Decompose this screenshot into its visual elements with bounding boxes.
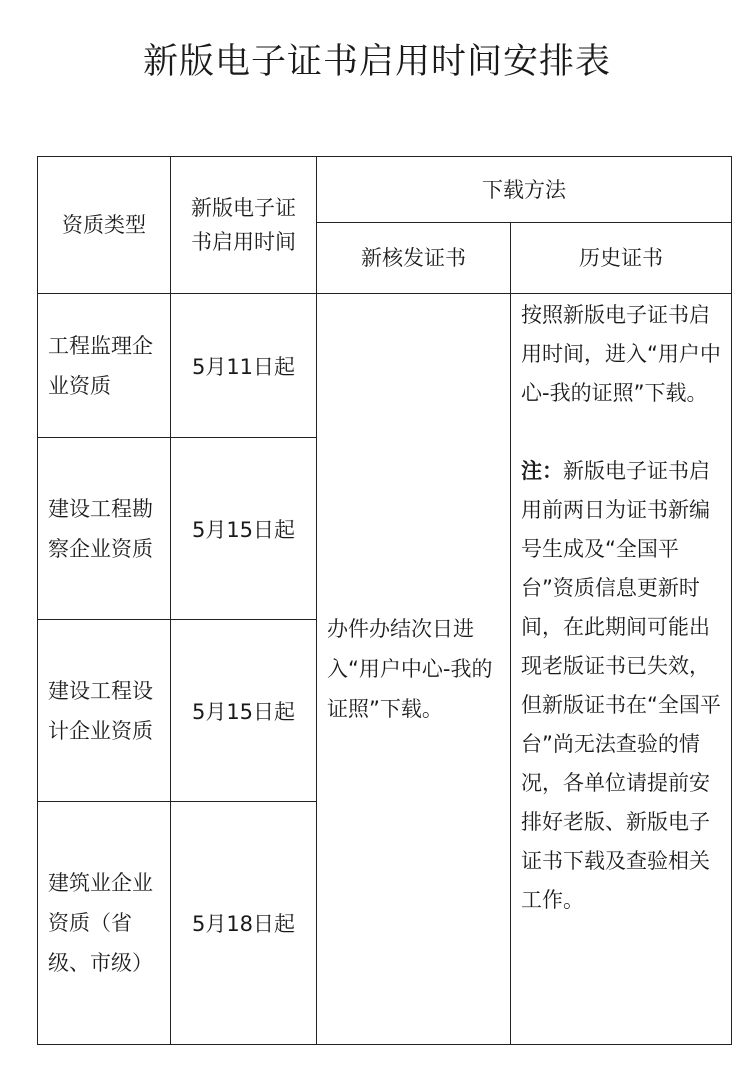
start-date-cell <box>171 802 317 1045</box>
start-date: 5月11日起 <box>191 354 296 379</box>
new-cert-method: 办件办结次日进入“用户中心-我的证照”下载。 <box>327 617 493 721</box>
start-date: 5月15日起 <box>191 517 296 542</box>
header-history-cert-label: 历史证书 <box>579 246 663 270</box>
qualification-type-cell <box>38 802 171 1045</box>
qualification-type-cell <box>38 294 171 438</box>
header-type-label: 资质类型 <box>62 213 146 237</box>
qualification-type-cell <box>38 620 171 802</box>
qualification-type-cell <box>38 438 171 620</box>
qualification-type: 建设工程勘察企业资质 <box>48 496 153 561</box>
start-date: 5月18日起 <box>191 912 296 936</box>
header-download <box>317 157 732 223</box>
start-date-cell <box>171 438 317 620</box>
header-new-cert <box>317 223 511 294</box>
qualification-type: 建设工程设计企业资质 <box>48 678 153 743</box>
page-title: 新版电子证书启用时间安排表 <box>142 42 611 82</box>
new-cert-method-cell <box>317 294 511 1045</box>
header-type <box>38 157 171 294</box>
qualification-type: 建筑业企业资质（省级、市级） <box>48 871 153 975</box>
history-cert-method-cell <box>511 294 732 1045</box>
header-history-cert <box>511 223 732 294</box>
table-row <box>38 294 732 438</box>
history-cert-note <box>521 452 721 920</box>
header-download-label: 下载方法 <box>482 177 566 202</box>
header-new-cert-label: 新核发证书 <box>361 246 466 270</box>
start-date-cell <box>171 294 317 438</box>
header-time-label: 新版电子证书启用时间 <box>191 196 296 254</box>
note-text: 新版电子证书启用前两日为证书新编号生成及“全国平台”资质信息更新时间，在此期间可能出现老版证书已失效，但新版证书在“全国平台”尚无法查验的情况，各单位请提前安排好老版、新版电子证书下载及查验相关工作。 <box>521 459 721 912</box>
header-time <box>171 157 317 294</box>
start-date-cell <box>171 620 317 802</box>
schedule-table <box>37 156 732 1045</box>
start-date: 5月15日起 <box>191 699 296 724</box>
qualification-type: 工程监理企业资质 <box>48 333 153 398</box>
note-label: 注： <box>521 459 563 483</box>
history-cert-method: 按照新版电子证书启用时间，进入“用户中心-我的证照”下载。 <box>521 303 721 405</box>
